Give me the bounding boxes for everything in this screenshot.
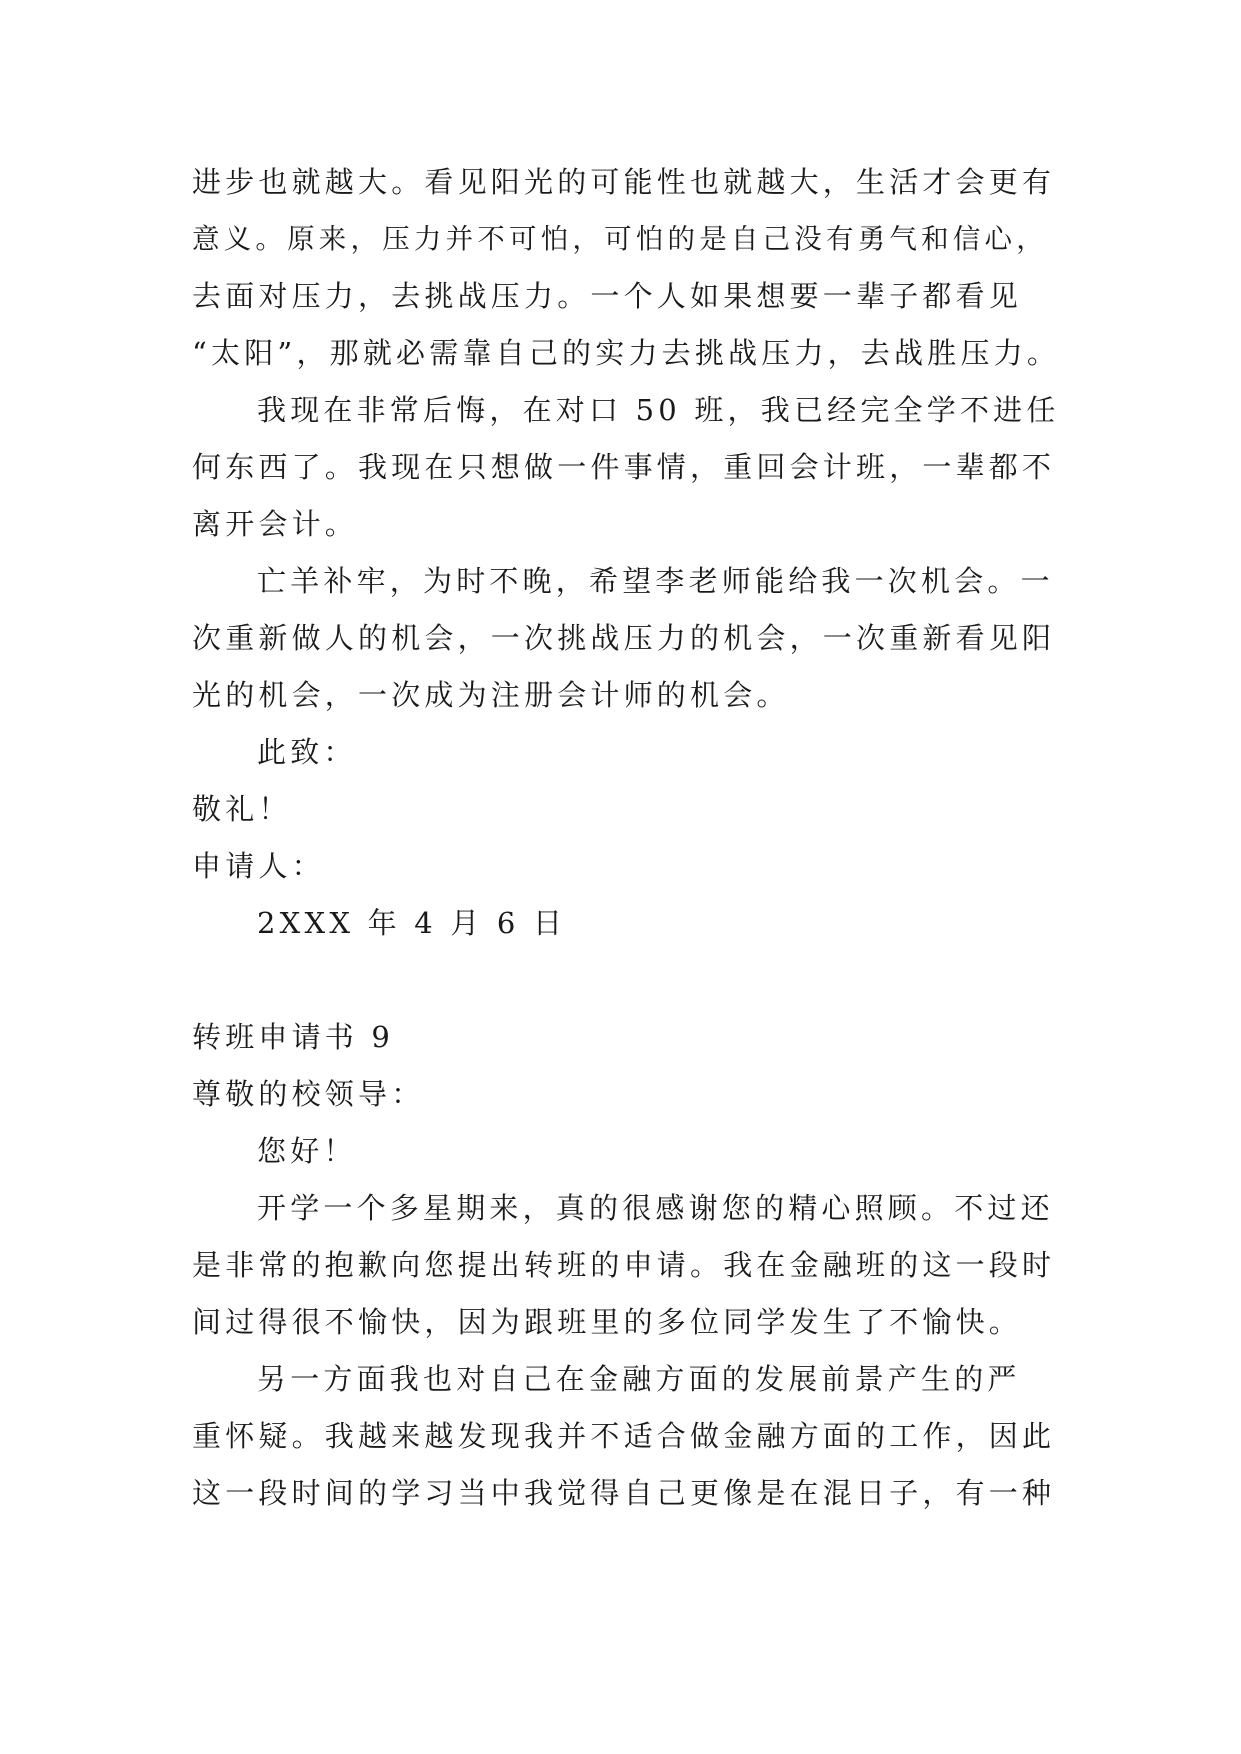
date-line: 2XXX 年 4 月 6 日 — [257, 906, 567, 940]
paragraph-line: 这一段时间的学习当中我觉得自己更像是在混日子，有一种 — [192, 1476, 1056, 1510]
paragraph-line: 何东西了。我现在只想做一件事情，重回会计班，一辈都不 — [192, 450, 1056, 484]
addressee-line: 尊敬的校领导： — [192, 1077, 425, 1111]
greeting-line: 您好！ — [257, 1134, 357, 1168]
paragraph-line: 重怀疑。我越来越发现我并不适合做金融方面的工作，因此 — [192, 1419, 1056, 1453]
section-title: 转班申请书 9 — [192, 1020, 395, 1054]
paragraph-line: 去面对压力，去挑战压力。一个人如果想要一辈子都看见 — [192, 279, 1023, 313]
paragraph-line: 意义。原来，压力并不可怕，可怕的是自己没有勇气和信心， — [192, 223, 1048, 255]
paragraph-line: 光的机会，一次成为注册会计师的机会。 — [192, 678, 790, 712]
salutation-line: 敬礼！ — [192, 792, 292, 826]
applicant-line: 申请人： — [192, 849, 325, 883]
closing-line: 此致： — [257, 735, 357, 769]
paragraph-line: 我现在非常后悔，在对口 50 班，我已经完全学不进任 — [257, 393, 1060, 427]
paragraph-line: “太阳”，那就必需靠自己的实力去挑战压力，去战胜压力。 — [192, 336, 1061, 370]
paragraph-line: 另一方面我也对自己在金融方面的发展前景产生的严 — [257, 1362, 1021, 1396]
paragraph-line: 间过得很不愉快，因为跟班里的多位同学发生了不愉快。 — [192, 1305, 1023, 1339]
paragraph-line: 进步也就越大。看见阳光的可能性也就越大，生活才会更有 — [192, 165, 1056, 199]
paragraph-line: 次重新做人的机会，一次挑战压力的机会，一次重新看见阳 — [192, 621, 1056, 655]
paragraph-line: 开学一个多星期来，真的很感谢您的精心照顾。不过还 — [257, 1191, 1054, 1225]
paragraph-line: 亡羊补牢，为时不晚，希望李老师能给我一次机会。一 — [257, 564, 1054, 598]
paragraph-line: 离开会计。 — [192, 507, 359, 541]
paragraph-line: 是非常的抱歉向您提出转班的申请。我在金融班的这一段时 — [192, 1248, 1056, 1282]
